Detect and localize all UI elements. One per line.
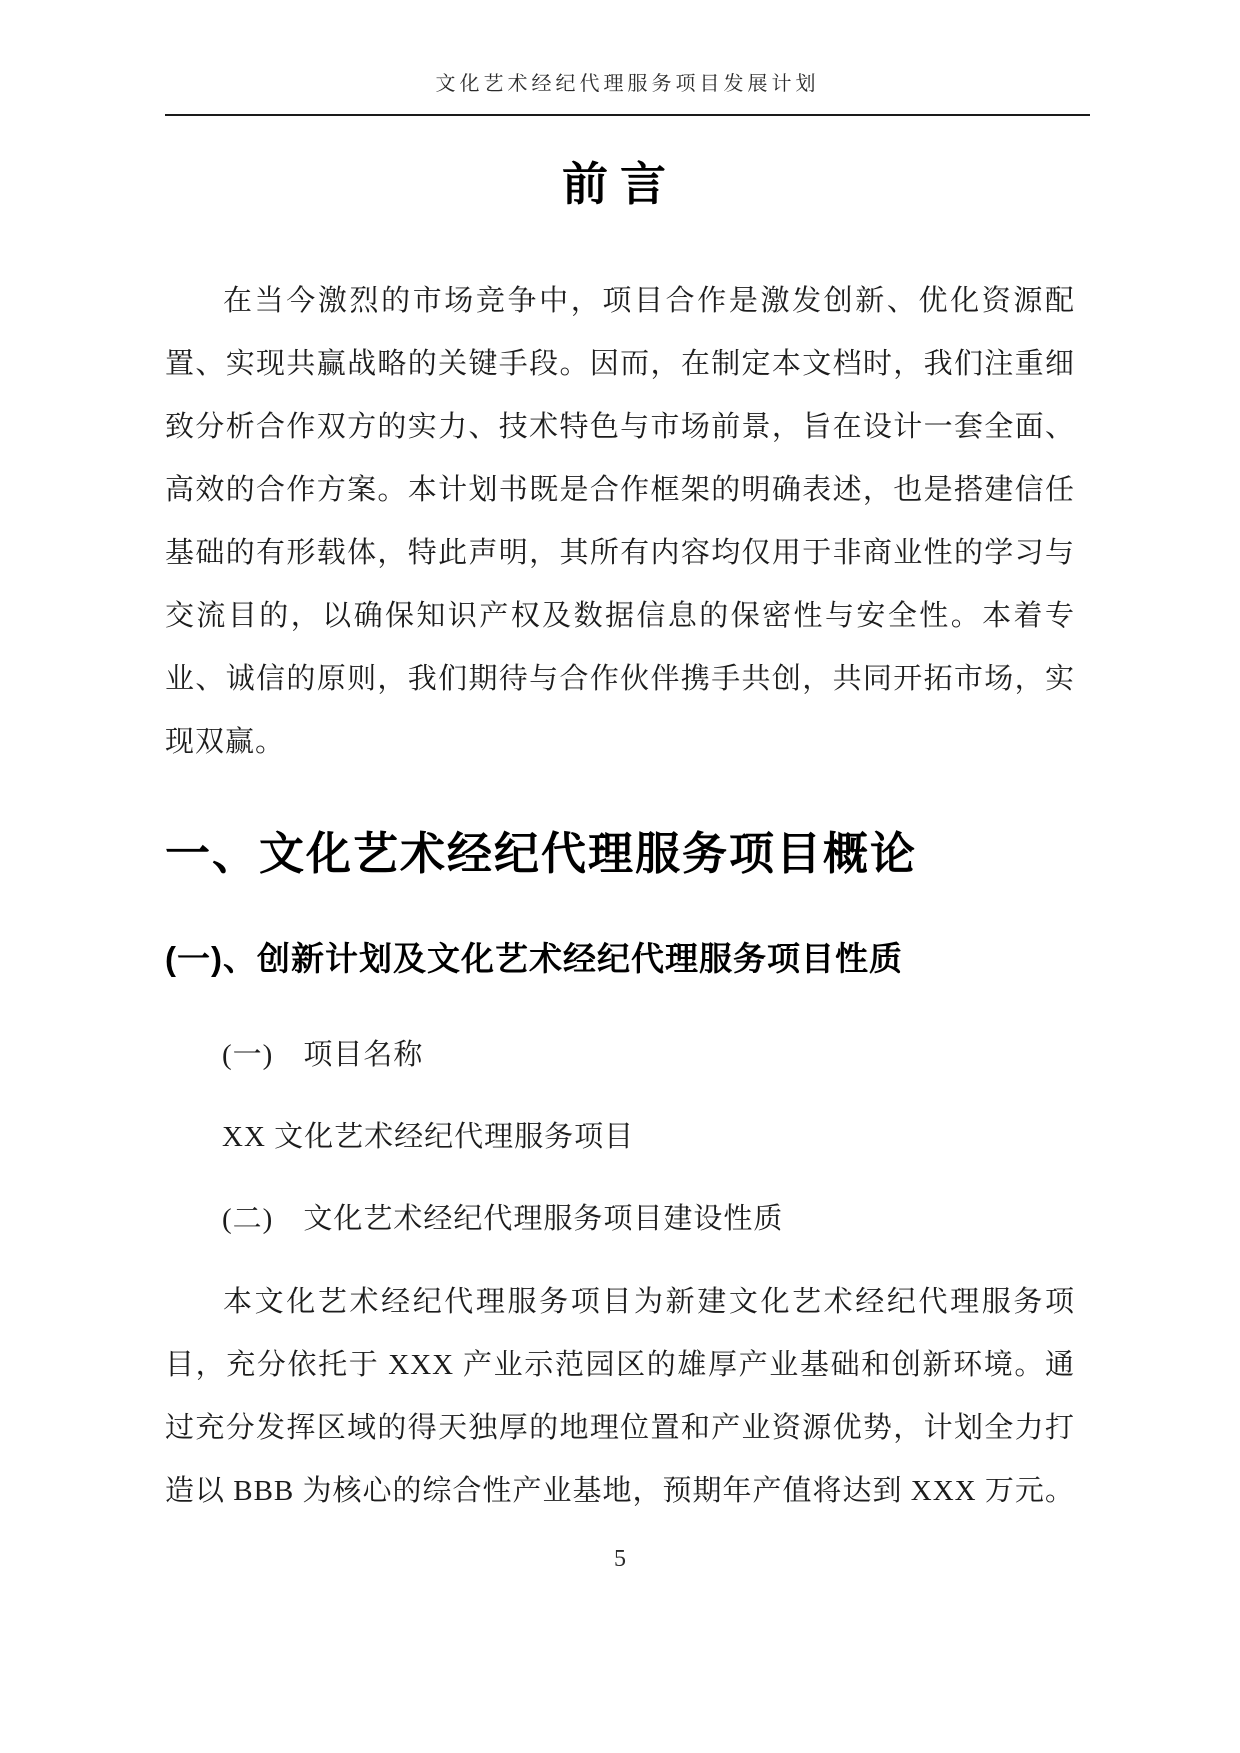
chapter-heading: 一、文化艺术经纪代理服务项目概论 [165,828,918,879]
chapter-paragraph: 本文化艺术经纪代理服务项目为新建文化艺术经纪代理服务项目，充分依托于 XXX 产业示范园区的雄厚产业基础和创新环境。通过充分发挥区域的得天独厚的地理位置和产业资源优势，计划全力打造以 BBB 为核心的综合性产业基地，预期年产值将达到 XXX 万元。 [165,1286,1075,1507]
list-item: XX 文化艺术经纪代理服务项目 [222,1121,635,1153]
running-header-title: 文化艺术经纪代理服务项目发展计划 [435,73,820,95]
page-header [165,0,1090,116]
header-divider-rule [165,114,1090,116]
preface-paragraph: 在当今激烈的市场竞争中，项目合作是激发创新、优化资源配置、实现共赢战略的关键手段。因而，在制定本文档时，我们注重细致分析合作双方的实力、技术特色与市场前景，旨在设计一套全面、高效的合作方案。本计划书既是合作框架的明确表述，也是搭建信任基础的有形载体，特此声明，其所有内容均仅用于非商业性的学习与交流目的，以确保知识产权及数据信息的保密性与安全性。本着专业、诚信的原则，我们期待与合作伙伴携手共创，共同开拓市场，实现双赢。 [165,285,1075,758]
page-footer [0,1543,1240,1575]
page-number: 5 [614,1546,626,1572]
preface-title: 前言 [562,158,678,210]
section-heading: (一)、创新计划及文化艺术经纪代理服务项目性质 [165,940,903,977]
document-content [165,156,1075,1523]
list-item: (一) 项目名称 [222,1039,424,1071]
list-item: (二) 文化艺术经纪代理服务项目建设性质 [222,1203,784,1235]
